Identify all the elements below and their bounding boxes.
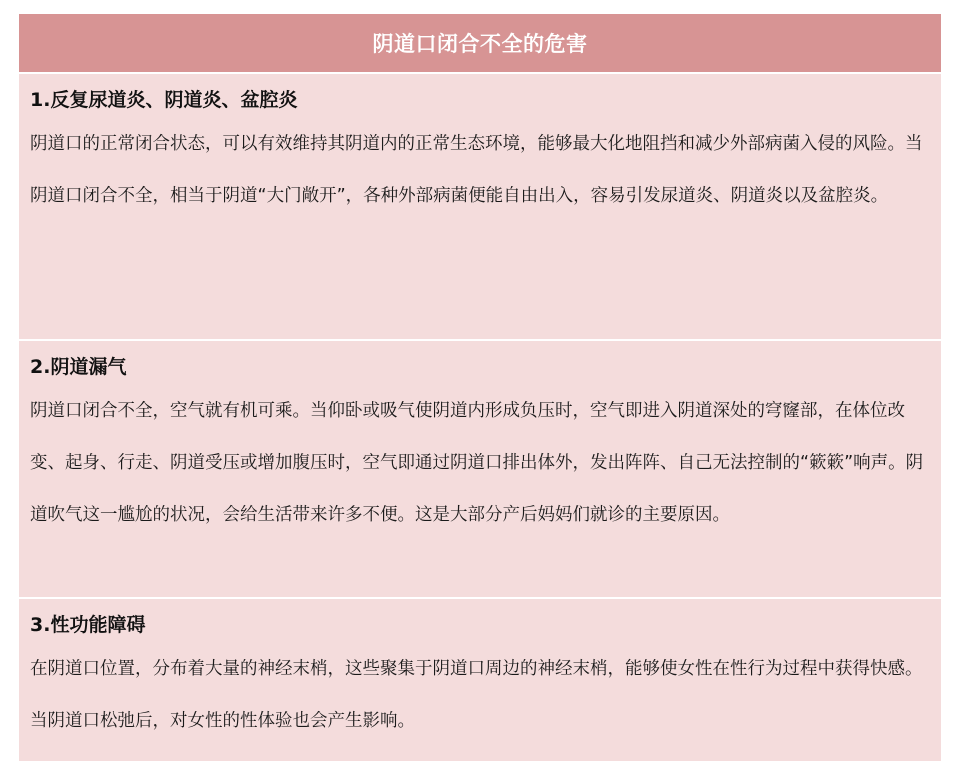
section-title: 3.性功能障碍 bbox=[30, 614, 146, 636]
section-recurrent-inflammation bbox=[19, 74, 941, 341]
section-sexual-dysfunction bbox=[19, 599, 941, 761]
section-title: 1.反复尿道炎、阴道炎、盆腔炎 bbox=[30, 89, 298, 111]
page-title: 阴道口闭合不全的危害 bbox=[372, 32, 588, 56]
section-body: 阴道口的正常闭合状态，可以有效维持其阴道内的正常生态环境，能够最大化地阻挡和减少外部病菌入侵的风险。当阴道口闭合不全，相当于阴道“大门敞开”，各种外部病菌便能自由出入，容易引发尿道炎、阴道炎以及盆腔炎。 bbox=[30, 134, 923, 206]
content-table bbox=[19, 14, 941, 761]
section-body: 阴道口闭合不全，空气就有机可乘。当仰卧或吸气使阴道内形成负压时，空气即进入阴道深处的穹窿部，在体位改变、起身、行走、阴道受压或增加腹压时，空气即通过阴道口排出体外，发出阵阵、自己无法控制的“簌簌”响声。阴道吹气这一尴尬的状况，会给生活带来许多不便。这是大部分产后妈妈们就诊的主要原因。 bbox=[30, 401, 924, 525]
section-title: 2.阴道漏气 bbox=[30, 356, 127, 378]
section-body: 在阴道口位置，分布着大量的神经末梢，这些聚集于阴道口周边的神经末梢，能够使女性在性行为过程中获得快感。当阴道口松弛后，对女性的性体验也会产生影响。 bbox=[30, 659, 923, 731]
section-vaginal-flatulence bbox=[19, 341, 941, 599]
table-header bbox=[19, 14, 941, 74]
